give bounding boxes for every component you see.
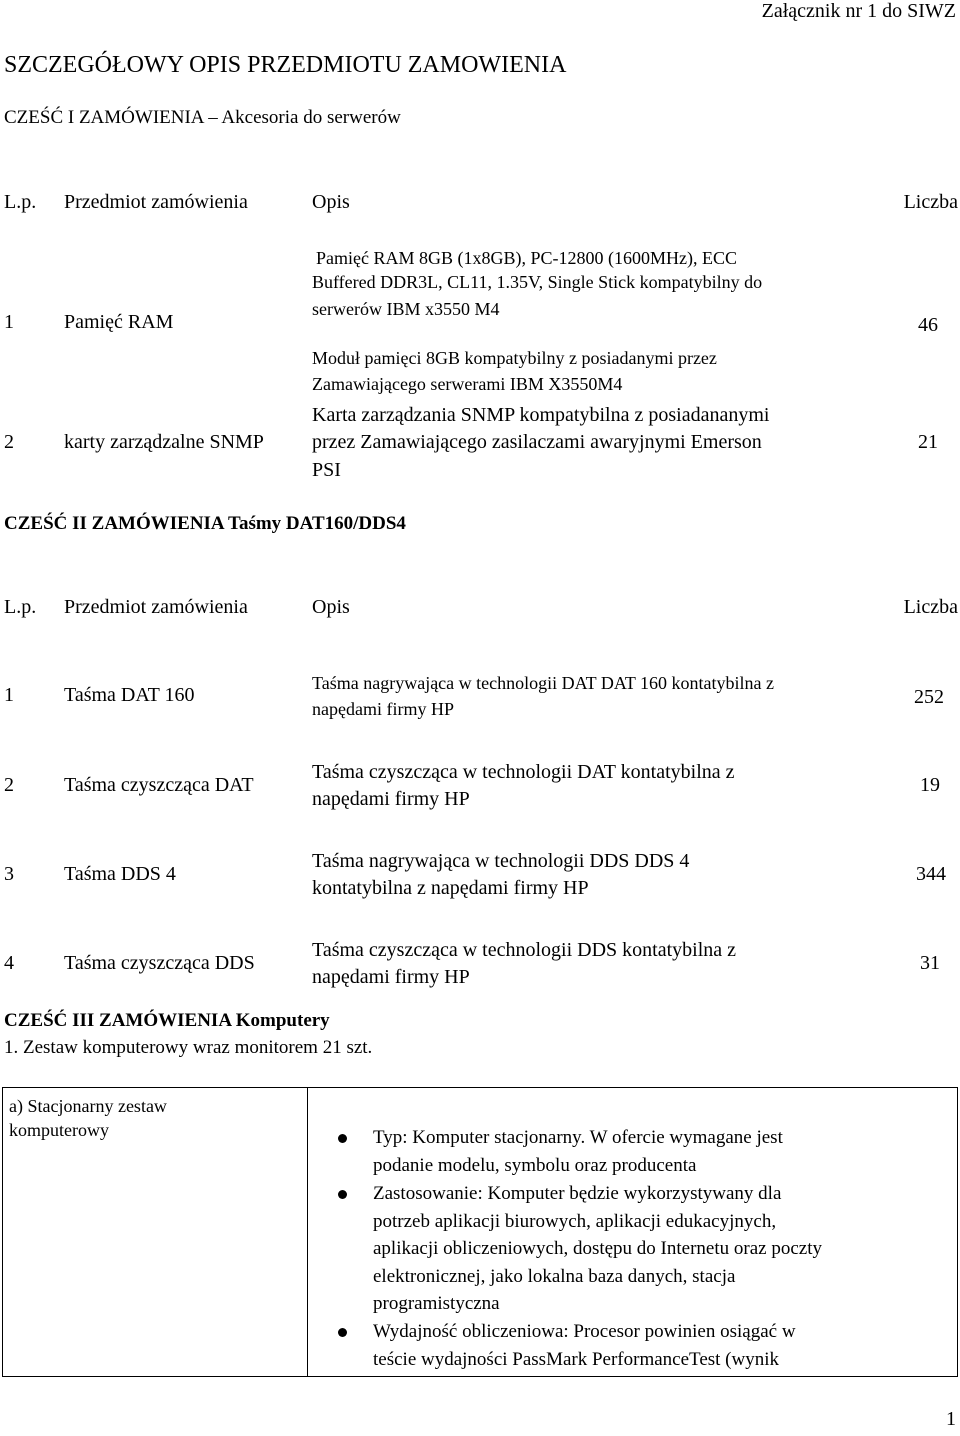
table-row-desc-line: Zamawiającego serwerami IBM X3550M4: [312, 374, 623, 394]
table-row-qty: 252: [914, 686, 944, 708]
table-row-qty: 344: [916, 863, 946, 885]
table-row-desc-line: Moduł pamięci 8GB kompatybilny z posiadanymi przez: [312, 348, 717, 368]
spec-label-line: komputerowy: [9, 1120, 109, 1140]
table-row-desc-line: PSI: [312, 459, 341, 481]
table-row-item: Taśma czyszcząca DAT: [64, 774, 254, 796]
part1-heading: CZEŚĆ I ZAMÓWIENIA – Akcesoria do serwerów: [4, 107, 401, 128]
bullet-icon: [338, 1328, 347, 1337]
spec-bullet-line: aplikacji obliczeniowych, dostępu do Internetu oraz poczty: [373, 1238, 822, 1259]
part2-heading: CZEŚĆ II ZAMÓWIENIA Taśmy DAT160/DDS4: [4, 513, 406, 534]
part1-col-desc: Opis: [312, 191, 350, 213]
table-row-item: Taśma DAT 160: [64, 684, 195, 706]
table-row-desc-line: Taśma nagrywająca w technologii DDS DDS 4: [312, 850, 690, 872]
table-row-lp: 1: [4, 684, 14, 706]
spec-bullet-line: Zastosowanie: Komputer będzie wykorzystywany dla: [373, 1183, 782, 1204]
table-row-desc-line: Taśma czyszcząca w technologii DAT kontatybilna z: [312, 761, 735, 783]
spec-bullet-line: potrzeb aplikacji biurowych, aplikacji edukacyjnych,: [373, 1210, 777, 1232]
table-row-desc-line: napędami firmy HP: [312, 699, 454, 719]
attachment-note: Załącznik nr 1 do SIWZ: [761, 0, 956, 22]
bullet-icon: [338, 1190, 347, 1199]
part3-heading: CZEŚĆ III ZAMÓWIENIA Komputery: [4, 1010, 330, 1031]
spec-label-line: a) Stacjonarny zestaw: [9, 1096, 167, 1116]
spec-bullet-line: elektronicznej, jako lokalna baza danych, stacja: [373, 1265, 736, 1287]
table-row-lp: 3: [4, 863, 14, 885]
table-row-qty: 19: [920, 774, 940, 796]
computer-spec-table: [2, 1087, 958, 1377]
part2-col-qty: Liczba: [903, 596, 958, 618]
table-row-desc-line: kontatybilna z napędami firmy HP: [312, 877, 589, 899]
table-row-desc-line: napędami firmy HP: [312, 966, 470, 988]
spec-bullet-line: Typ: Komputer stacjonarny. W ofercie wymagane jest: [373, 1127, 783, 1148]
table-row-desc-line: napędami firmy HP: [312, 788, 470, 810]
table-row-lp: 4: [4, 952, 14, 974]
table-row-desc-line: przez Zamawiającego zasilaczami awaryjnymi Emerson: [312, 431, 762, 453]
part2-col-item: Przedmiot zamówienia: [64, 596, 248, 618]
spec-bullet-line: teście wydajności PassMark PerformanceTest (wynik: [373, 1348, 780, 1370]
table-row-qty: 46: [918, 314, 938, 336]
table-row-item: karty zarządzalne SNMP: [64, 431, 264, 453]
part2-col-desc: Opis: [312, 596, 350, 618]
page-number: 1: [946, 1408, 956, 1430]
table-row-desc-line: Karta zarządzania SNMP kompatybilna z posiadananymi: [312, 404, 770, 426]
spec-bullet-line: Wydajność obliczeniowa: Procesor powinien osiągać w: [373, 1321, 796, 1342]
table-row-desc-line: Buffered DDR3L, CL11, 1.35V, Single Stick kompatybilny do: [312, 272, 763, 292]
spec-bullet-line: podanie modelu, symbolu oraz producenta: [373, 1154, 697, 1176]
spec-bullet-line: programistyczna: [373, 1293, 500, 1314]
table-row-item: Taśma DDS 4: [64, 863, 176, 885]
part3-subheading: 1. Zestaw komputerowy wraz monitorem 21 szt.: [4, 1037, 373, 1058]
spec-column-divider: [307, 1088, 308, 1376]
table-row-qty: 21: [918, 431, 938, 453]
part1-col-item: Przedmiot zamówienia: [64, 191, 248, 213]
table-row-desc-line: serwerów IBM x3550 M4: [312, 299, 500, 319]
table-row-desc-line: Taśma czyszcząca w technologii DDS kontatybilna z: [312, 939, 737, 961]
bullet-icon: [338, 1134, 347, 1143]
table-row-item: Taśma czyszcząca DDS: [64, 952, 255, 974]
table-row-qty: 31: [920, 952, 940, 974]
table-row-lp: 2: [4, 431, 14, 453]
table-row-lp: 2: [4, 774, 14, 796]
part1-col-qty: Liczba: [903, 191, 958, 213]
part1-col-lp: L.p.: [4, 191, 37, 213]
table-row-desc-line: Pamięć RAM 8GB (1x8GB), PC-12800 (1600MHz), ECC: [316, 248, 737, 268]
table-row-lp: 1: [4, 311, 14, 333]
part2-col-lp: L.p.: [4, 596, 37, 618]
table-row-desc-line: Taśma nagrywająca w technologii DAT DAT 160 kontatybilna z: [312, 673, 774, 693]
page-title: SZCZEGÓŁOWY OPIS PRZEDMIOTU ZAMOWIENIA: [4, 52, 567, 78]
table-row-item: Pamięć RAM: [64, 311, 174, 333]
